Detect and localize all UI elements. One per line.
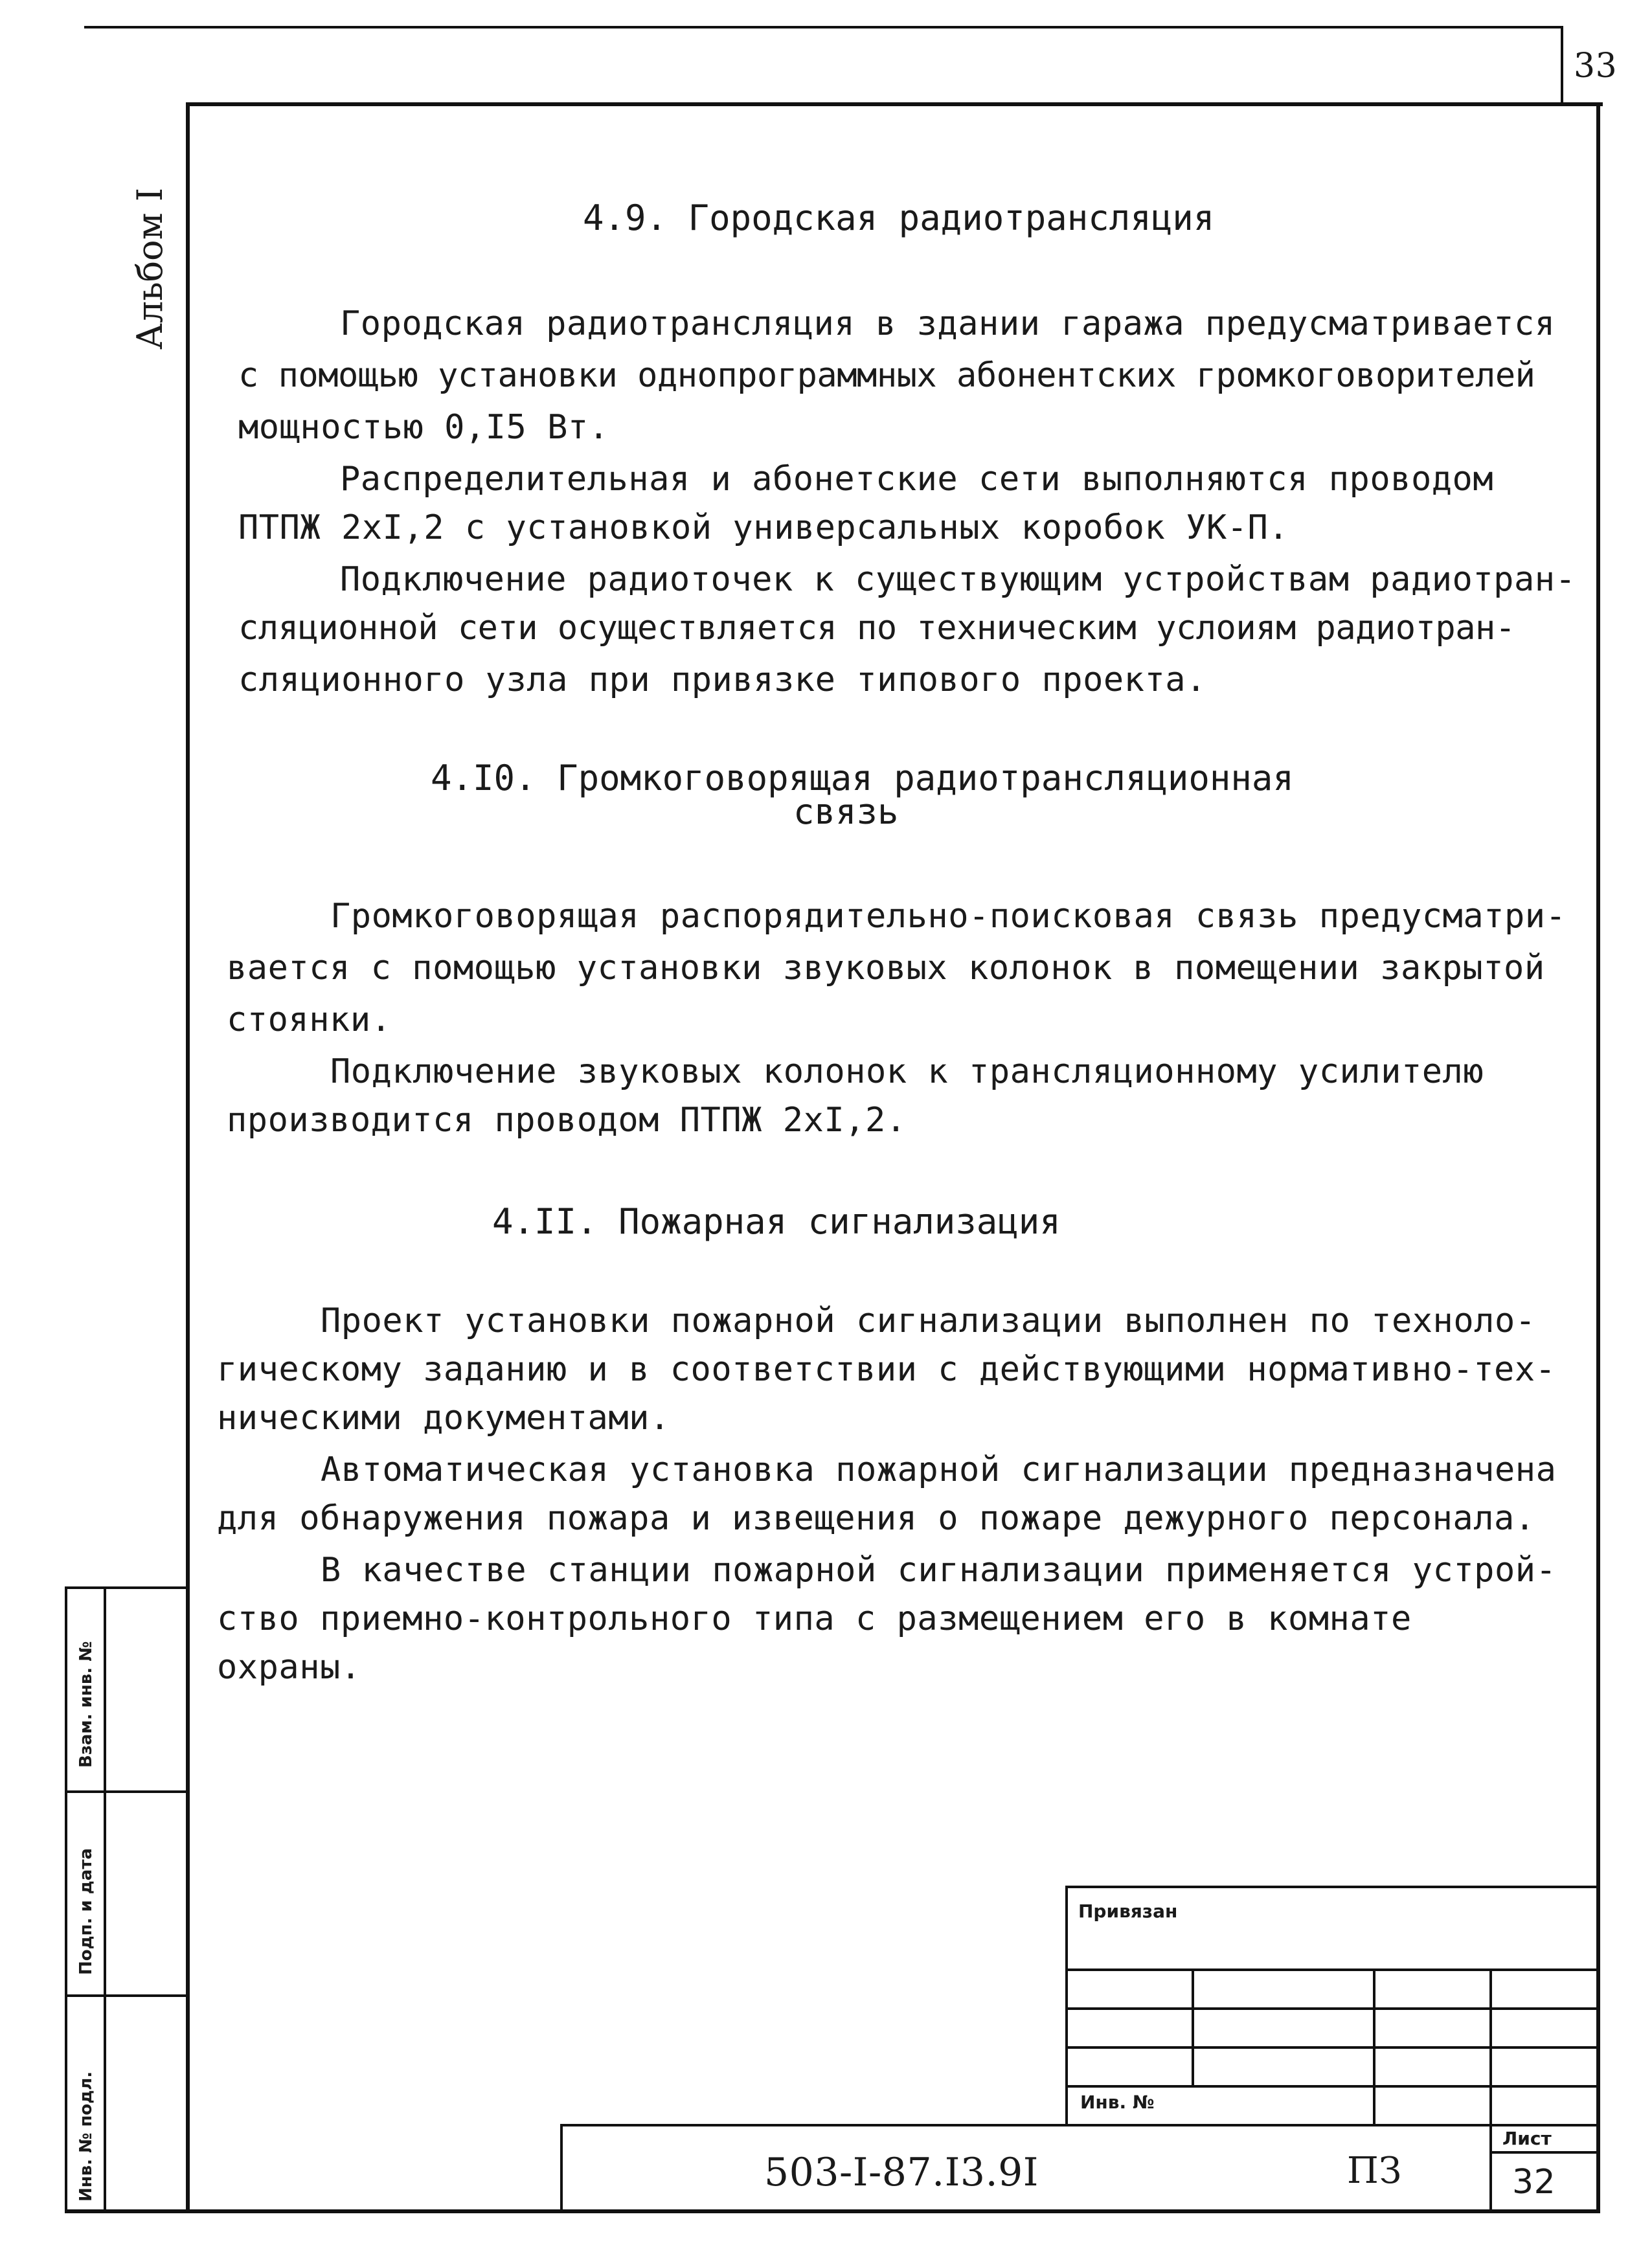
tb-inv-no: Инв. № [1080, 2092, 1155, 2113]
para-line: Громкоговорящая распорядительно-поисковая связь предусматри- [330, 897, 1567, 936]
para-line: Проект установки пожарной сигнализации выполнен по техноло- [321, 1302, 1536, 1340]
tb-sheet-left [1489, 2124, 1492, 2211]
para-line: сляционной сети осуществляется по техническим услоиям радиотран- [238, 609, 1515, 648]
para-line: В качестве станции пожарной сигнализации применяется устрой- [321, 1551, 1557, 1590]
tb-sheet-number: 32 [1512, 2163, 1556, 2202]
tb-main-left [560, 2124, 563, 2211]
tb-row-b [1065, 2007, 1598, 2010]
para-line: сляционного узла при привязке типового проекта. [238, 660, 1206, 699]
stamp-row1 [65, 1790, 188, 1793]
tb-doc-code: 503-I-87.I3.9I [764, 2150, 1039, 2195]
para-line: Городская радиотрансляция в здании гаража предусматривается [340, 304, 1556, 343]
tb-doc-type: ПЗ [1347, 2150, 1402, 2192]
album-label: Альбом I [130, 187, 170, 350]
para-line: охраны. [217, 1648, 361, 1687]
para-line: вается с помощью установки звуковых колонок в помещении закрытой [227, 949, 1545, 987]
tb-sheet-divider [1489, 2151, 1598, 2154]
top-page-number: 33 [1574, 47, 1618, 85]
tb-col-c [1489, 1968, 1492, 2124]
para-line: производится проводом ПТПЖ 2хI,2. [227, 1101, 907, 1140]
frame-left [186, 102, 190, 2213]
tb-col-b [1373, 1968, 1375, 2124]
top-rule [84, 26, 1561, 28]
heading-4-10-line2: связь [793, 791, 899, 832]
stamp-top [65, 1586, 188, 1589]
stamp-inner-divider [104, 1586, 106, 2212]
tb-col-a [1192, 1968, 1194, 2085]
para-line: Распределительная и абонетские сети выполняются проводом [340, 460, 1494, 499]
para-line: ство приемно-контрольного типа с размещением его в комнате [217, 1599, 1412, 1638]
stamp-podp-data: Подп. и дата [76, 1848, 96, 1975]
stamp-row2 [65, 1994, 188, 1997]
page-number-box-left [1561, 26, 1563, 104]
para-line: мощностью 0,I5 Вт. [238, 408, 609, 447]
para-line: Подключение звуковых колонок к трансляционному усилителю [330, 1052, 1484, 1091]
frame-bottom [65, 2209, 1600, 2213]
heading-4-9: 4.9. Городская радиотрансляция [583, 197, 1215, 238]
stamp-outer-left [65, 1586, 67, 2212]
para-line: для обнаружения пожара и извещения о пожаре дежурного персонала. [217, 1499, 1535, 1538]
heading-4-10-line1: 4.I0. Громкоговорящая радиотрансляционная [431, 758, 1294, 798]
tb-row-a [1065, 1968, 1598, 1971]
para-line: ническими документами. [217, 1399, 670, 1438]
heading-4-11: 4.II. Пожарная сигнализация [492, 1201, 1061, 1242]
tb-row-d [1065, 2085, 1598, 2088]
stamp-inv-podl: Инв. № подл. [76, 2071, 96, 2202]
tb-attach-top [1065, 1886, 1598, 1888]
tb-attach-left [1065, 1886, 1068, 2125]
para-line: Автоматическая установка пожарной сигнализации предназначена [321, 1450, 1557, 1489]
para-line: с помощью установки однопрограммных абонентских громкоговорителей [238, 356, 1535, 395]
tb-row-c [1065, 2046, 1598, 2049]
tb-privyazan: Привязан [1078, 1901, 1178, 1922]
tb-main-top [560, 2124, 1598, 2126]
stamp-vzam-inv: Взам. инв. № [76, 1641, 96, 1768]
frame-right [1596, 102, 1600, 2213]
tb-sheet-label: Лист [1502, 2128, 1552, 2149]
para-line: ПТПЖ 2хI,2 с установкой универсальных коробок УК-П. [238, 508, 1289, 547]
para-line: гическому заданию и в соответствии с действующими нормативно-тех- [217, 1350, 1556, 1389]
para-line: Подключение радиоточек к существующим устройствам радиотран- [340, 560, 1576, 599]
frame-top [188, 102, 1603, 106]
para-line: стоянки. [227, 1000, 392, 1039]
